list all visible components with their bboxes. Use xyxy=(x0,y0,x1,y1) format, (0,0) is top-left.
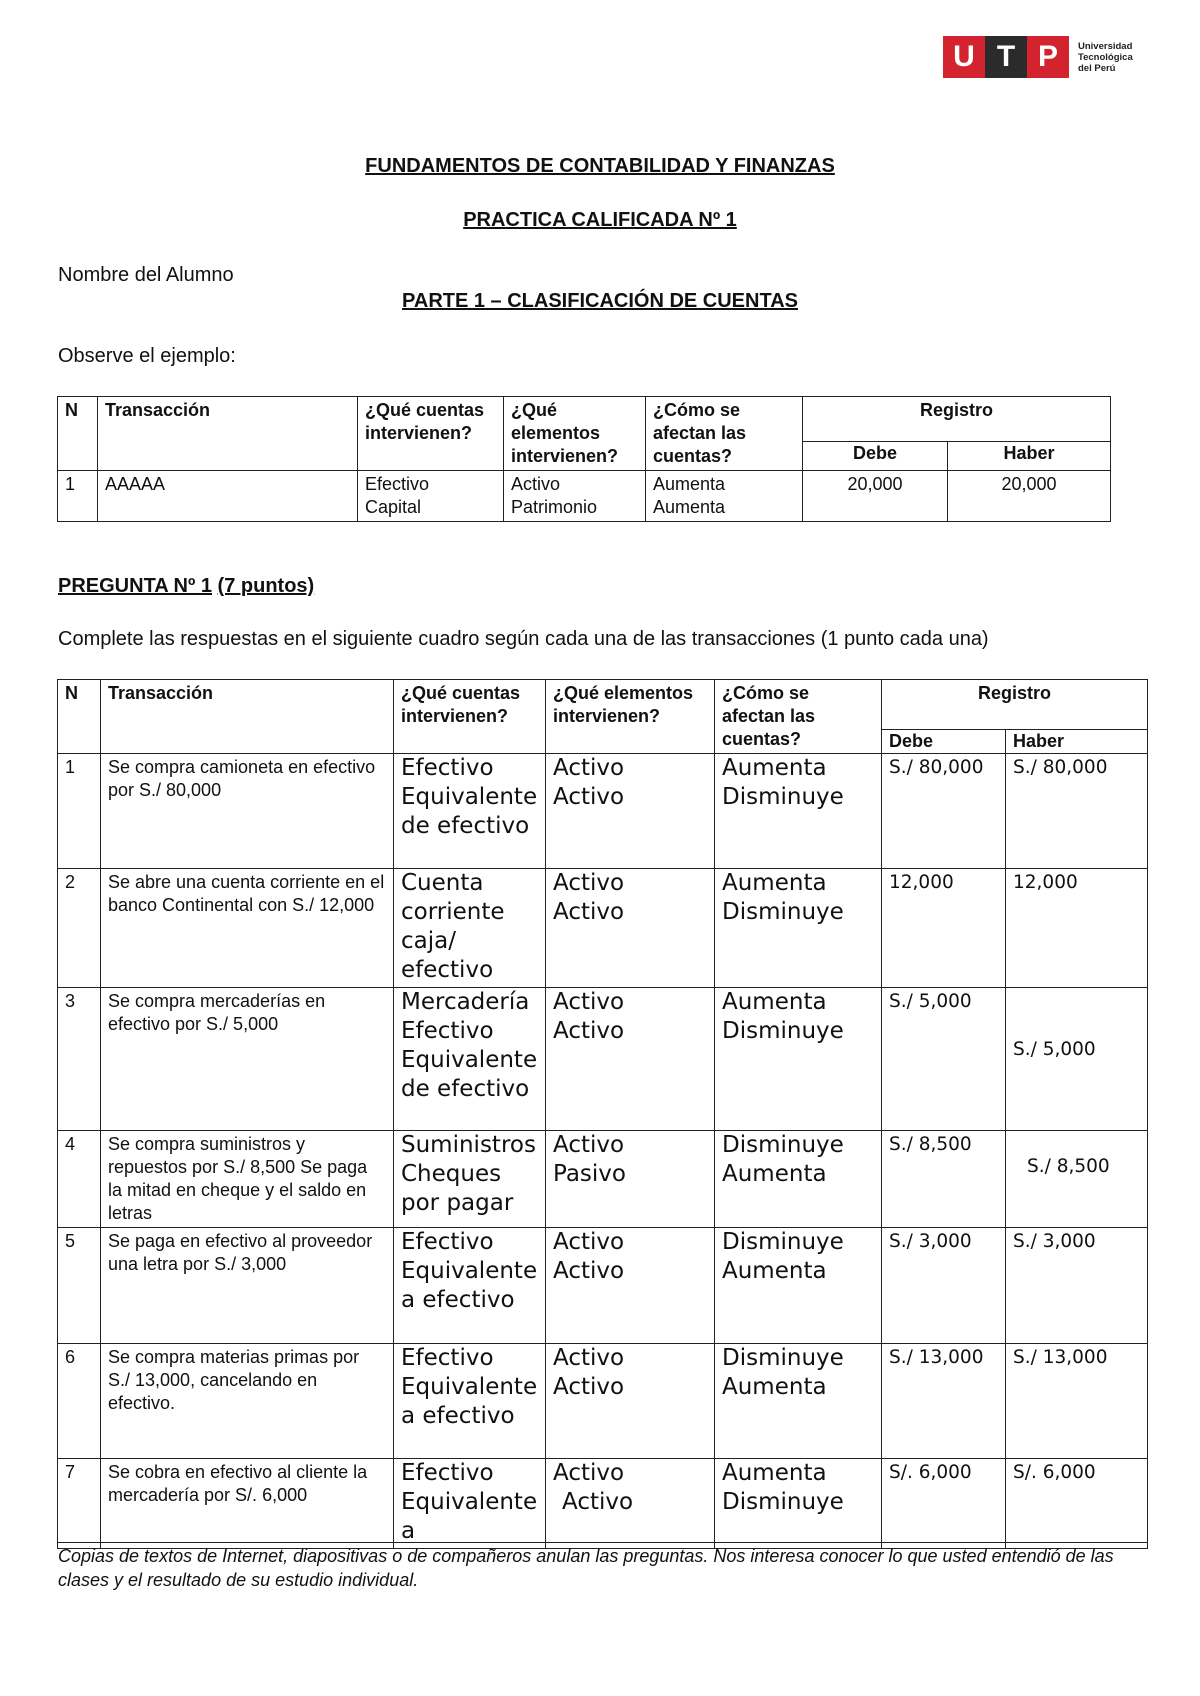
row-n: 1 xyxy=(58,754,101,869)
row-debe: S./ 13,000 xyxy=(882,1344,1006,1459)
row-transaction: Se compra camioneta en efectivo por S./ 80,000 xyxy=(101,754,394,869)
observe-label: Observe el ejemplo: xyxy=(58,345,236,367)
col-n-header: N xyxy=(58,397,98,471)
utp-logo xyxy=(943,36,1133,78)
row-debe: S/. 6,000 xyxy=(882,1459,1006,1549)
row-haber: S./ 8,500 xyxy=(1006,1131,1148,1228)
question-instructions: Complete las respuestas en el siguiente cuadro según cada una de las transacciones (1 punto cada una) xyxy=(58,628,989,650)
course-title: FUNDAMENTOS DE CONTABILIDAD Y FINANZAS xyxy=(365,155,835,177)
row-n: 5 xyxy=(58,1228,101,1344)
row-haber: S./ 80,000 xyxy=(1006,754,1148,869)
row-effect: Disminuye Aumenta xyxy=(715,1228,882,1344)
row-accounts: Efectivo Equivalente de efectivo xyxy=(394,754,546,869)
example-debe: 20,000 xyxy=(803,471,948,522)
row-accounts: Mercadería Efectivo Equivalente de efectivo xyxy=(394,988,546,1131)
row-accounts: Efectivo Equivalente a xyxy=(394,1459,546,1549)
row-elements: Activo Activo xyxy=(546,869,715,988)
col-haber-header: Haber xyxy=(948,442,1111,471)
logo-letter-t: T xyxy=(985,36,1027,78)
row-n: 4 xyxy=(58,1131,101,1228)
q-col-accounts-header: ¿Qué cuentas intervienen? xyxy=(394,680,546,754)
row-accounts: Suministros Cheques por pagar xyxy=(394,1131,546,1228)
row-debe: S./ 3,000 xyxy=(882,1228,1006,1344)
row-elements: Activo Activo xyxy=(546,988,715,1131)
row-effect: Aumenta Disminuye xyxy=(715,988,882,1131)
row-debe: S./ 5,000 xyxy=(882,988,1006,1131)
row-elements: Activo Pasivo xyxy=(546,1131,715,1228)
row-n: 7 xyxy=(58,1459,101,1549)
example-elements: Activo Patrimonio xyxy=(504,471,646,522)
example-effect: Aumenta Aumenta xyxy=(646,471,803,522)
row-transaction: Se paga en efectivo al proveedor una letra por S./ 3,000 xyxy=(101,1228,394,1344)
row-elements: Activo Activo xyxy=(546,1228,715,1344)
row-debe: S./ 80,000 xyxy=(882,754,1006,869)
table-row xyxy=(58,988,1148,1131)
table-row xyxy=(58,754,1148,869)
q-col-effect-header: ¿Cómo se afectan las cuentas? xyxy=(715,680,882,754)
col-debe-header: Debe xyxy=(803,442,948,471)
example-haber: 20,000 xyxy=(948,471,1111,522)
row-effect: Aumenta Disminuye xyxy=(715,1459,882,1549)
row-haber: S/. 6,000 xyxy=(1006,1459,1148,1549)
footer-note: Copias de textos de Internet, diapositivas o de compañeros anulan las preguntas. Nos interesa conocer lo que usted entendió de las clases y el resultado de su estudio individual. xyxy=(58,1542,1148,1592)
row-haber: S./ 5,000 xyxy=(1006,988,1148,1131)
row-elements: Activo Activo xyxy=(546,1459,715,1549)
question-title: PREGUNTA Nº 1 (7 puntos) xyxy=(58,575,315,597)
part-title: PARTE 1 – CLASIFICACIÓN DE CUENTAS xyxy=(402,290,798,312)
row-n: 3 xyxy=(58,988,101,1131)
row-debe: 12,000 xyxy=(882,869,1006,988)
example-row xyxy=(58,471,1111,522)
table-row xyxy=(58,869,1148,988)
q-col-n-header: N xyxy=(58,680,101,754)
row-transaction: Se cobra en efectivo al cliente la mercadería por S/. 6,000 xyxy=(101,1459,394,1549)
row-transaction: Se compra materias primas por S./ 13,000, cancelando en efectivo. xyxy=(101,1344,394,1459)
row-effect: Disminuye Aumenta xyxy=(715,1344,882,1459)
row-accounts: Efectivo Equivalente a efectivo xyxy=(394,1344,546,1459)
row-accounts: Cuenta corriente caja/ efectivo xyxy=(394,869,546,988)
example-table xyxy=(57,396,1111,522)
row-haber: S./ 13,000 xyxy=(1006,1344,1148,1459)
row-haber: 12,000 xyxy=(1006,869,1148,988)
q-col-transaction-header: Transacción xyxy=(101,680,394,754)
example-accounts: Efectivo Capital xyxy=(358,471,504,522)
exam-title: PRACTICA CALIFICADA Nº 1 xyxy=(463,209,737,231)
row-n: 6 xyxy=(58,1344,101,1459)
row-debe: S./ 8,500 xyxy=(882,1131,1006,1228)
row-transaction: Se abre una cuenta corriente en el banco Continental con S./ 12,000 xyxy=(101,869,394,988)
row-elements: Activo Activo xyxy=(546,754,715,869)
row-transaction: Se compra suministros y repuestos por S./ 8,500 Se paga la mitad en cheque y el saldo en letras xyxy=(101,1131,394,1228)
example-transaction: AAAAA xyxy=(98,471,358,522)
table-row xyxy=(58,1228,1148,1344)
row-effect: Aumenta Disminuye xyxy=(715,869,882,988)
table-row xyxy=(58,1459,1148,1549)
example-n: 1 xyxy=(58,471,98,522)
col-registro-header: Registro xyxy=(803,397,1111,442)
row-accounts: Efectivo Equivalente a efectivo xyxy=(394,1228,546,1344)
row-elements: Activo Activo xyxy=(546,1344,715,1459)
q-col-debe-header: Debe xyxy=(882,730,1006,754)
row-effect: Disminuye Aumenta xyxy=(715,1131,882,1228)
student-name-label: Nombre del Alumno xyxy=(58,264,234,286)
row-haber: S./ 3,000 xyxy=(1006,1228,1148,1344)
row-transaction: Se compra mercaderías en efectivo por S./ 5,000 xyxy=(101,988,394,1131)
q-col-registro-header: Registro xyxy=(882,680,1148,730)
q-col-haber-header: Haber xyxy=(1006,730,1148,754)
table-row xyxy=(58,1344,1148,1459)
table-row xyxy=(58,1131,1148,1228)
logo-text: Universidad Tecnológica del Perú xyxy=(1078,40,1133,74)
col-accounts-header: ¿Qué cuentas intervienen? xyxy=(358,397,504,471)
logo-letter-p: P xyxy=(1027,36,1069,78)
row-n: 2 xyxy=(58,869,101,988)
col-transaction-header: Transacción xyxy=(98,397,358,471)
answers-table xyxy=(57,679,1148,1549)
logo-letter-u: U xyxy=(943,36,985,78)
col-effect-header: ¿Cómo se afectan las cuentas? xyxy=(646,397,803,471)
col-elements-header: ¿Qué elementos intervienen? xyxy=(504,397,646,471)
row-effect: Aumenta Disminuye xyxy=(715,754,882,869)
q-col-elements-header: ¿Qué elementos intervienen? xyxy=(546,680,715,754)
